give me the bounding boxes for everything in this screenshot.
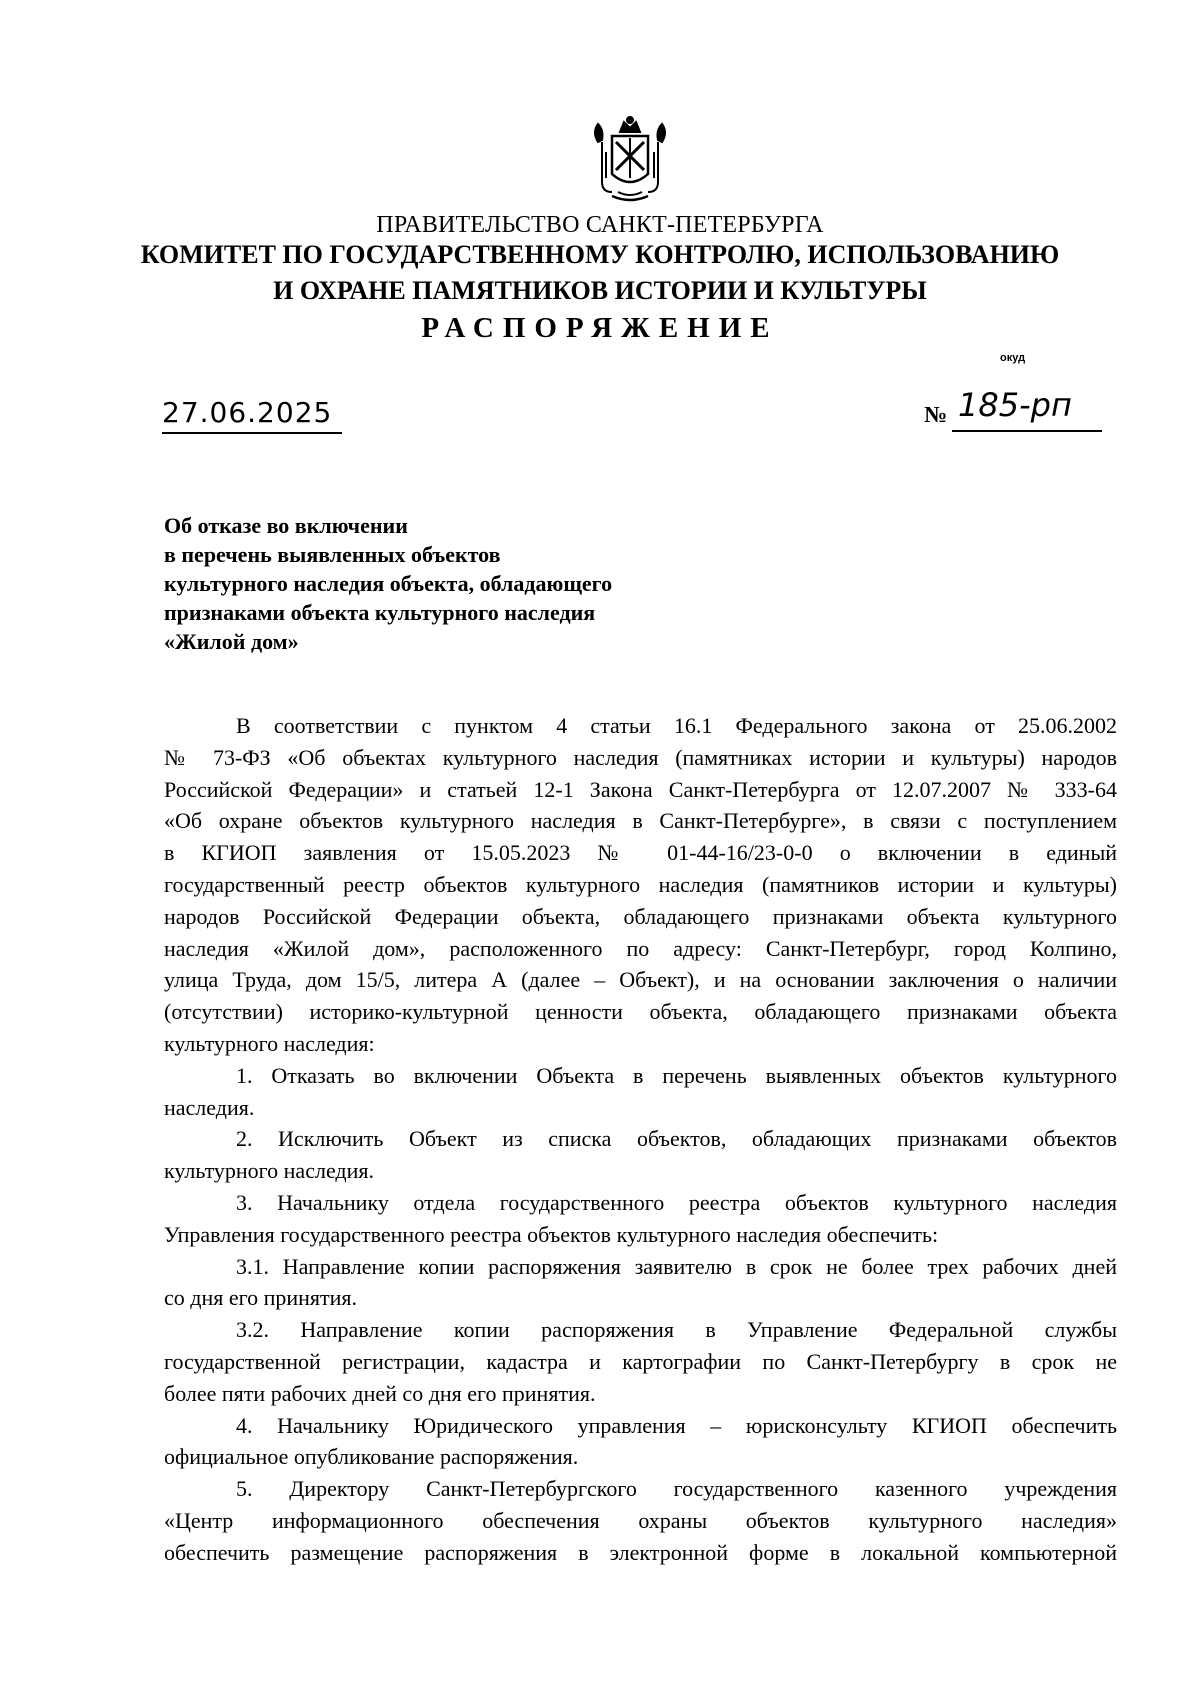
document-type: РАСПОРЯЖЕНИЕ — [421, 312, 779, 344]
body-line: официальное опубликование распоряжения. — [164, 1444, 579, 1470]
body-line: «Центр информационного обеспечения охраны объектов культурного наследия» — [164, 1507, 1117, 1533]
body-line: Российской Федерации» и статьей 12-1 Закона Санкт-Петербурга от 12.07.2007 № 333-64 — [164, 776, 1117, 802]
body-line: более пяти рабочих дней со дня его принятия. — [164, 1380, 596, 1406]
body-line: № 73-ФЗ «Об объектах культурного наследия (памятниках истории и культуры) народов — [164, 744, 1117, 770]
body-line: культурного наследия: — [164, 1030, 375, 1056]
subject-line: Об отказе во включении — [164, 513, 408, 538]
subject-line: культурного наследия объекта, обладающего — [164, 571, 613, 596]
body-line: улица Труда, дом 15/5, литера А (далее – Объект), и на основании заключения о наличии — [164, 967, 1117, 993]
subject-line: в перечень выявленных объектов — [164, 542, 501, 567]
body-line: в КГИОП заявления от 15.05.2023 № 01-44-16/23-0-0 о включении в единый — [164, 840, 1117, 866]
body-line: 5. Директору Санкт-Петербургского государственного казенного учреждения — [236, 1476, 1117, 1502]
body-line: культурного наследия. — [164, 1158, 374, 1184]
number-sign: № — [924, 402, 948, 427]
subject-line: признаками объекта культурного наследия — [164, 600, 596, 625]
body-line: со дня его принятия. — [164, 1285, 358, 1311]
body-line: (отсутствии) историко-культурной ценности объекта, обладающего признаками объекта — [164, 999, 1117, 1025]
document-date: 27.06.2025 — [162, 396, 333, 429]
subject-line: «Жилой дом» — [164, 629, 299, 654]
government-title: ПРАВИТЕЛЬСТВО САНКТ-ПЕТЕРБУРГА — [376, 212, 824, 238]
body-line: Управления государственного реестра объектов культурного наследия обеспечить: — [164, 1221, 939, 1247]
committee-title-line1: КОМИТЕТ ПО ГОСУДАРСТВЕННОМУ КОНТРОЛЮ, ИСПОЛЬЗОВАНИЮ — [140, 240, 1060, 269]
body-line: В соответствии с пунктом 4 статьи 16.1 Федерального закона от 25.06.2002 — [236, 713, 1117, 738]
st-petersburg-coat-of-arms-icon — [588, 112, 672, 208]
body-line: обеспечить размещение распоряжения в электронной форме в локальной компьютерной — [164, 1539, 1117, 1565]
body-line: 3.1. Направление копии распоряжения заявителю в срок не более трех рабочих дней — [236, 1253, 1117, 1279]
committee-title-line2: И ОХРАНЕ ПАМЯТНИКОВ ИСТОРИИ И КУЛЬТУРЫ — [273, 276, 927, 305]
document-number: 185-рп — [958, 386, 1072, 424]
body-line: государственный реестр объектов культурного наследия (памятников истории и культуры) — [164, 871, 1117, 897]
body-line: 3. Начальнику отдела государственного реестра объектов культурного наследия — [236, 1189, 1117, 1215]
date-underline — [162, 432, 342, 434]
body-line: 4. Начальнику Юридического управления – юрисконсульту КГИОП обеспечить — [236, 1412, 1117, 1438]
body-line: 1. Отказать во включении Объекта в перечень выявленных объектов культурного — [236, 1062, 1117, 1088]
body-line: народов Российской Федерации объекта, обладающего признаками объекта культурного — [164, 903, 1117, 929]
okud-mark: окуд — [1000, 352, 1026, 364]
body-line: государственной регистрации, кадастра и картографии по Санкт-Петербургу в срок не — [164, 1348, 1117, 1374]
document-body — [164, 710, 1117, 1569]
body-line: 3.2. Направление копии распоряжения в Управление Федеральной службы — [236, 1317, 1117, 1343]
body-line: наследия «Жилой дом», расположенного по адресу: Санкт-Петербург, город Колпино, — [164, 935, 1117, 961]
document-subject — [164, 511, 612, 656]
body-line: наследия. — [164, 1094, 255, 1120]
number-underline — [952, 430, 1102, 432]
body-line: 2. Исключить Объект из списка объектов, обладающих признаками объектов — [236, 1126, 1117, 1152]
body-line: «Об охране объектов культурного наследия в Санкт-Петербурге», в связи с поступлением — [164, 808, 1117, 834]
